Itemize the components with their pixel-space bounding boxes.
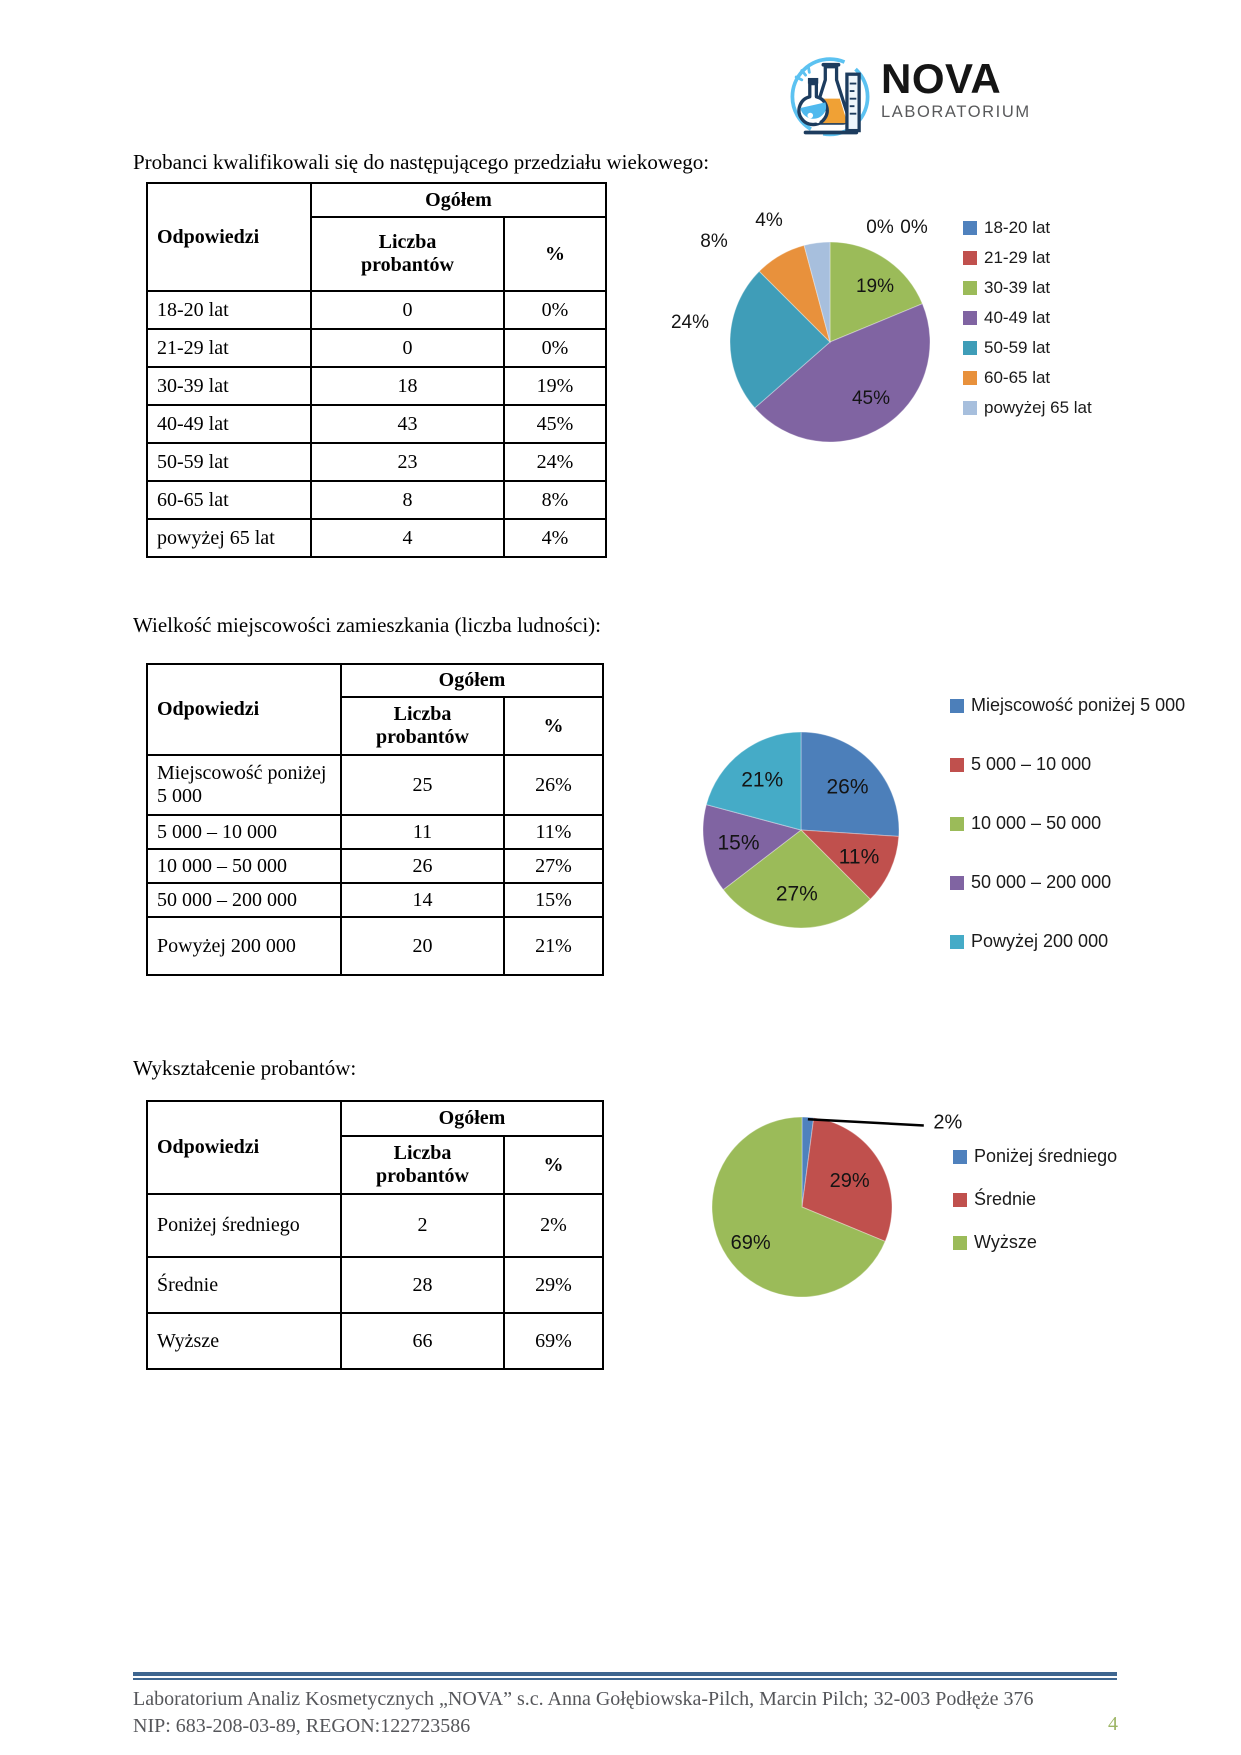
legend-swatch [963,281,977,295]
pie-percent-label: 15% [717,831,760,855]
pie-percent-label: 2% [933,1111,963,1134]
pie-percent-label: 11% [838,845,880,869]
table-row: 40-49 lat 43 45% [147,405,606,443]
education-chart-legend [953,1146,1117,1253]
section-heading-city-size: Wielkość miejscowości zamieszkania (liczba ludności): [133,613,601,637]
col-header-total: Ogółem [341,664,603,697]
education-table [146,1100,604,1370]
legend-swatch [953,1193,967,1207]
pie-percent-label: 8% [700,231,728,252]
legend-item [950,931,1185,952]
col-header-answers: Odpowiedzi [147,1101,341,1194]
table-row: 5 000 – 10 000 11 11% [147,815,603,849]
legend-item [963,277,1092,298]
legend-swatch [950,699,964,713]
logo-brand-text: NOVA [881,55,1002,102]
city-size-pie-chart [640,710,970,960]
city-size-chart-legend [950,695,1185,952]
table-row: 21-29 lat 0 0% [147,329,606,367]
legend-label: 18-20 lat [984,218,1051,237]
legend-label: Powyżej 200 000 [971,931,1109,951]
table-row: 18-20 lat 0 0% [147,291,606,329]
legend-swatch [963,401,977,415]
table-row: 50 000 – 200 000 14 15% [147,883,603,917]
legend-item [963,307,1092,328]
legend-swatch [953,1150,967,1164]
col-header-count: Liczba probantów [341,697,504,755]
footer-nip-regon-line: NIP: 683-208-03-89, REGON:122723586 [133,1715,471,1737]
table-row: Miejscowość poniżej 5 000 25 26% [147,755,603,815]
pie-percent-label: 0% [900,217,928,238]
legend-swatch [963,371,977,385]
legend-label: Miejscowość poniżej 5 000 [971,695,1186,715]
pie-percent-label: 4% [755,210,783,231]
legend-item [953,1189,1117,1210]
legend-swatch [953,1236,967,1250]
legend-swatch [963,251,977,265]
footer-divider [133,1672,1117,1680]
legend-label: 10 000 – 50 000 [971,813,1102,833]
legend-label: 60-65 lat [984,368,1051,387]
pie-percent-label: 29% [829,1170,870,1192]
pie-percent-label: 21% [741,768,784,792]
pie-percent-label: 45% [851,388,891,409]
education-pie-chart [650,1100,990,1320]
legend-item [950,813,1185,834]
logo-subtitle-text: LABORATORIUM [881,103,1031,121]
col-header-total: Ogółem [311,183,606,217]
table-row: Poniżej średniego 2 2% [147,1194,603,1257]
table-row: Średnie 28 29% [147,1257,603,1313]
section-heading-age: Probanci kwalifikowali się do następującego przedziału wiekowego: [133,150,710,174]
legend-swatch [950,935,964,949]
legend-item [950,754,1185,775]
age-chart-legend [963,217,1092,418]
legend-label: 50-59 lat [984,338,1051,357]
legend-item [963,397,1092,418]
table-row: 50-59 lat 23 24% [147,443,606,481]
legend-swatch [950,817,964,831]
legend-label: 40-49 lat [984,308,1051,327]
legend-item [950,872,1185,893]
legend-label: 50 000 – 200 000 [971,872,1112,892]
legend-item [953,1146,1117,1167]
age-table [146,182,607,558]
section-heading-education: Wykształcenie probantów: [133,1056,357,1080]
legend-swatch [950,876,964,890]
legend-label: Poniżej średniego [974,1146,1118,1166]
footer-company-line: Laboratorium Analiz Kosmetycznych „NOVA” s.c. Anna Gołębiowska-Pilch, Marcin Pilch; 32-003 Podłęże 376 [133,1688,1034,1710]
legend-swatch [963,311,977,325]
table-row: 60-65 lat 8 8% [147,481,606,519]
col-header-answers: Odpowiedzi [147,664,341,755]
laboratory-flasks-icon [783,46,877,140]
legend-item [963,367,1092,388]
table-row: 30-39 lat 18 19% [147,367,606,405]
legend-swatch [950,758,964,772]
pie-percent-label: 0% [866,217,894,238]
table-row: Powyżej 200 000 20 21% [147,917,603,975]
legend-swatch [963,341,977,355]
pie-percent-label: 24% [670,312,710,333]
col-header-total: Ogółem [341,1101,603,1136]
pie-percent-label: 27% [775,882,818,906]
table-row: powyżej 65 lat 4 4% [147,519,606,557]
table-row: 10 000 – 50 000 26 27% [147,849,603,883]
col-header-pct: % [504,217,606,291]
legend-label: Średnie [974,1189,1037,1209]
pie-percent-label: 69% [730,1232,771,1255]
legend-label: 21-29 lat [984,248,1051,267]
pie-percent-label: 19% [855,276,895,297]
city-size-table [146,663,604,976]
legend-label: 30-39 lat [984,278,1051,297]
pie-percent-label: 26% [826,775,869,799]
legend-label: powyżej 65 lat [984,398,1092,417]
col-header-answers: Odpowiedzi [147,183,311,291]
col-header-pct: % [504,1136,603,1194]
legend-item [953,1232,1117,1253]
col-header-pct: % [504,697,603,755]
page-number: 4 [1108,1713,1118,1735]
legend-label: 5 000 – 10 000 [971,754,1092,774]
col-header-count: Liczba probantów [341,1136,504,1194]
legend-item [963,337,1092,358]
col-header-count: Liczba probantów [311,217,504,291]
legend-item [950,695,1185,716]
legend-item [963,247,1092,268]
legend-item [963,217,1092,238]
legend-label: Wyższe [974,1232,1037,1252]
legend-swatch [963,221,977,235]
footer [133,1686,1117,1740]
table-row: Wyższe 66 69% [147,1313,603,1369]
company-logo [783,46,1031,140]
